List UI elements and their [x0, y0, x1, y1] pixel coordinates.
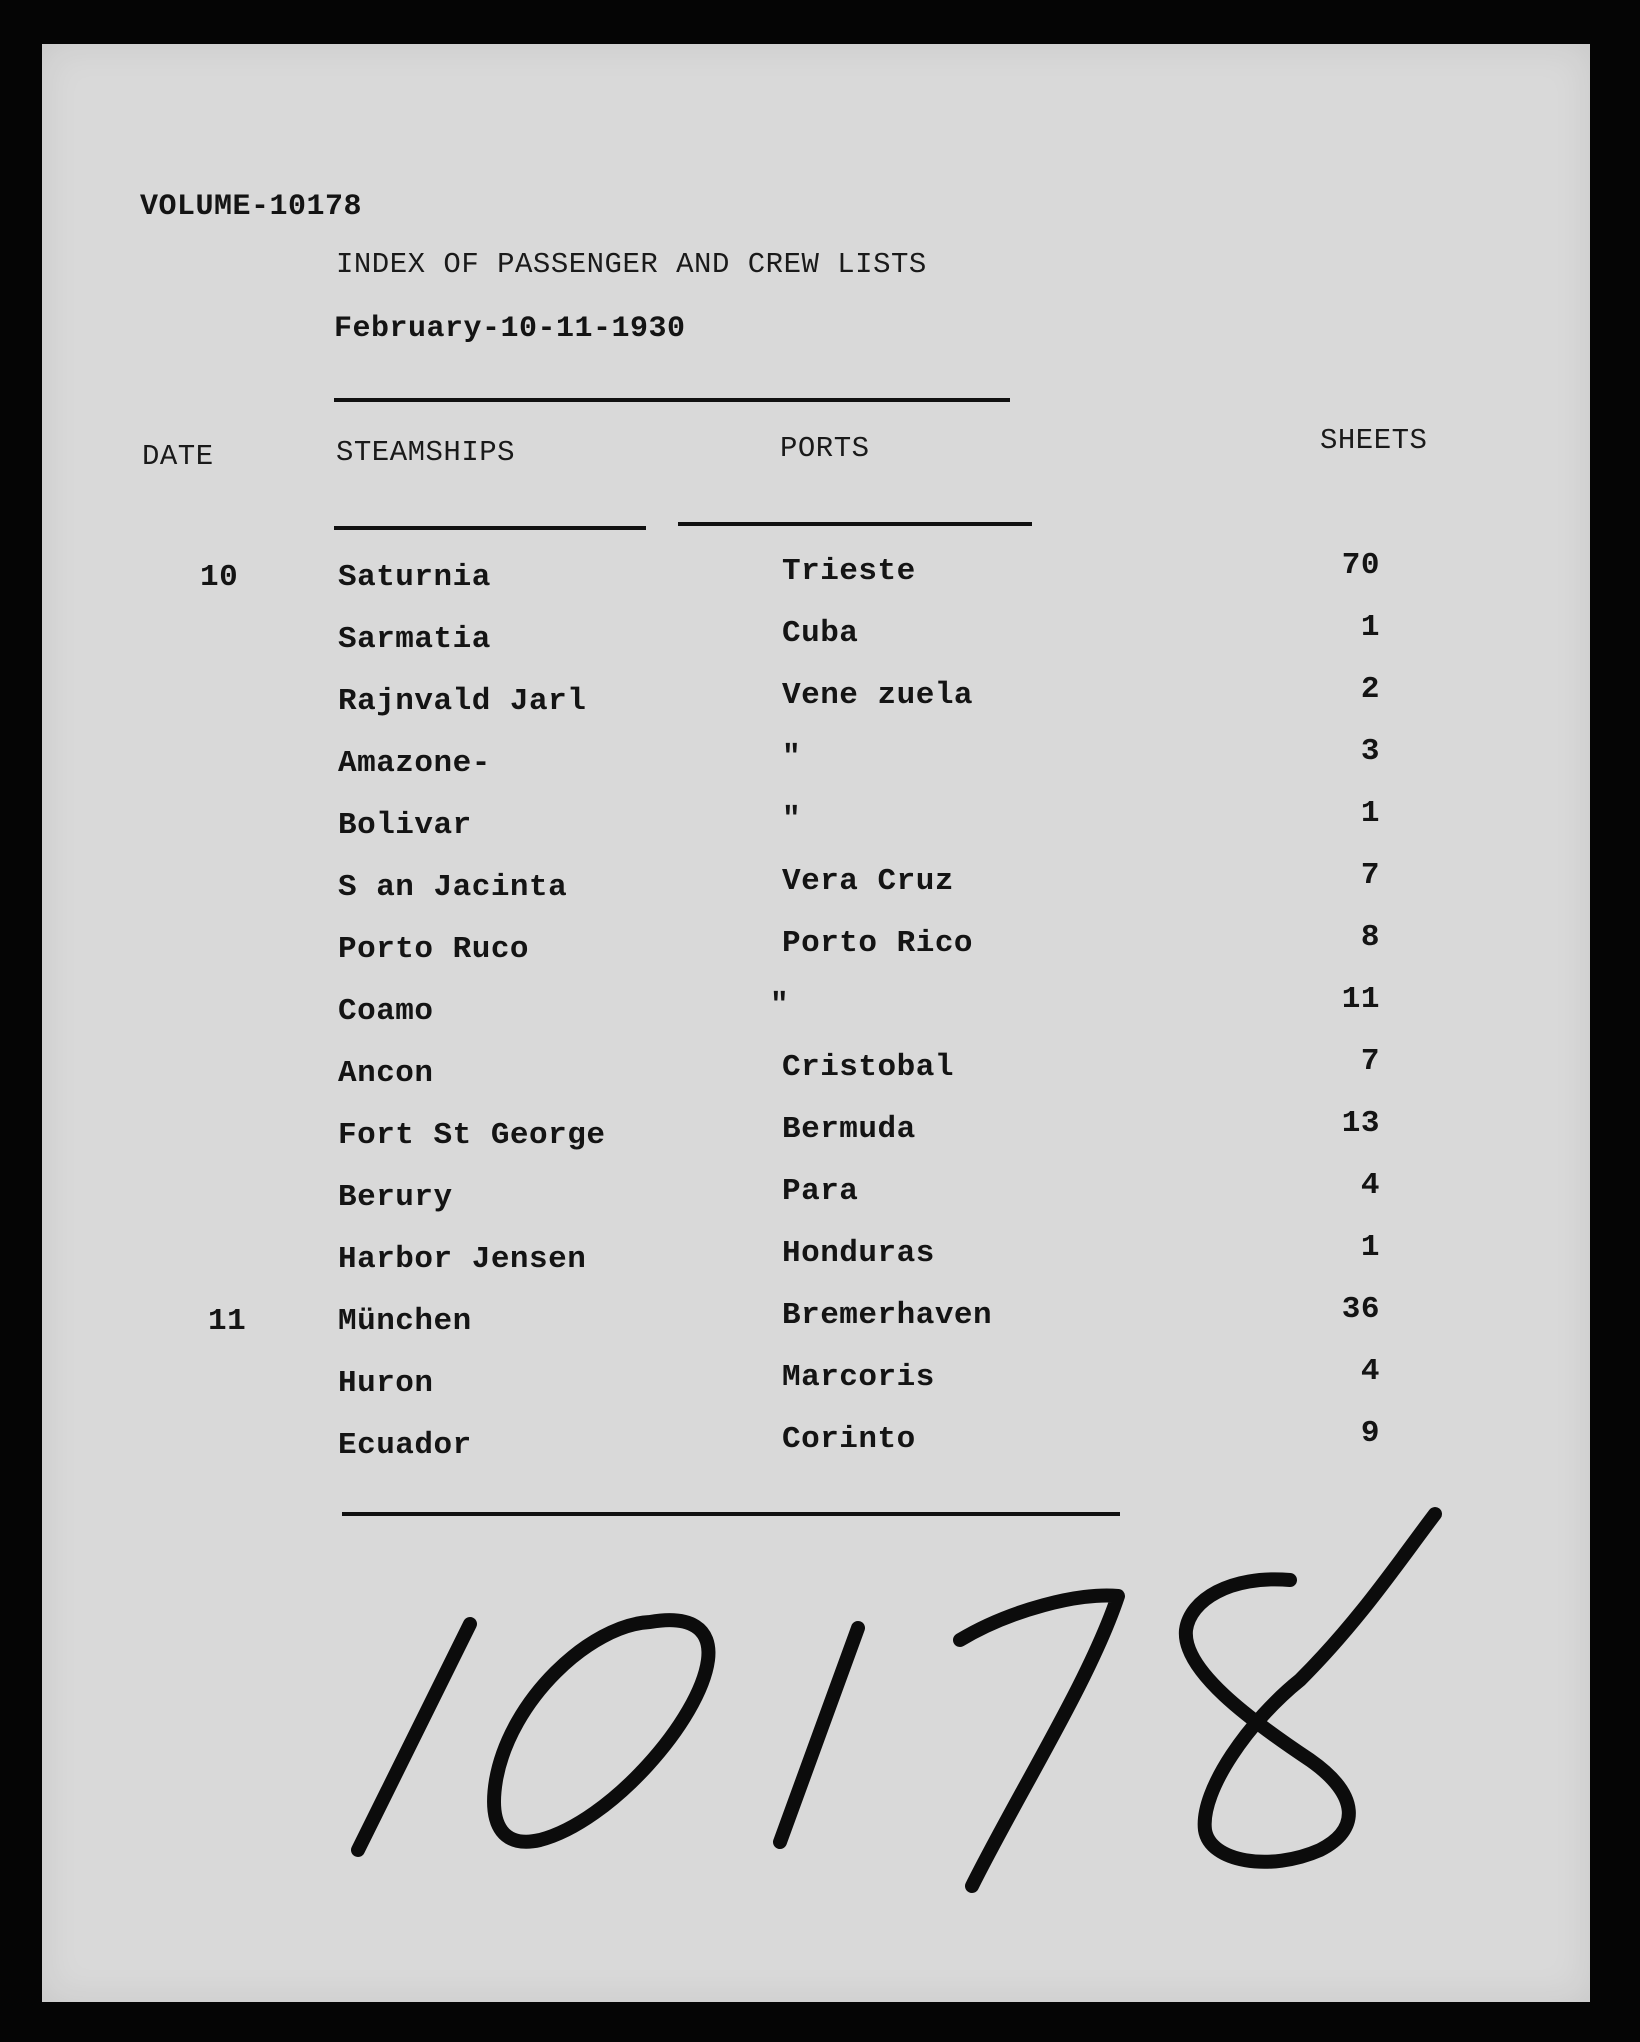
sheets-cell: 3 — [1360, 734, 1380, 769]
port-cell: Marcoris — [782, 1360, 935, 1395]
port-cell: Para — [782, 1174, 859, 1209]
sheets-cell: 13 — [1341, 1106, 1380, 1141]
sheets-cell: 4 — [1360, 1168, 1380, 1203]
volume-label: VOLUME-10178 — [140, 190, 363, 224]
port-cell: Vera Cruz — [782, 864, 954, 899]
steamship-cell: Ancon — [338, 1056, 434, 1091]
sheets-cell: 4 — [1360, 1354, 1380, 1389]
steamship-cell: Berury — [338, 1180, 453, 1215]
sheets-cell: 36 — [1341, 1292, 1380, 1327]
sheets-cell: 70 — [1341, 548, 1380, 583]
steamship-cell: Rajnvald Jarl — [338, 684, 587, 719]
column-header-sheets: SHEETS — [1320, 424, 1428, 457]
steamship-cell: Sarmatia — [338, 622, 491, 657]
date-cell: 10 — [200, 560, 239, 595]
port-cell: Corinto — [782, 1422, 916, 1457]
sheets-cell: 1 — [1360, 796, 1380, 831]
steamship-cell: Coamo — [338, 994, 434, 1029]
steamship-cell: München — [338, 1304, 472, 1339]
port-cell: " — [782, 802, 802, 837]
sheets-cell: 7 — [1360, 858, 1380, 893]
sheets-cell: 9 — [1360, 1416, 1380, 1451]
sheets-cell: 11 — [1341, 982, 1380, 1017]
sheets-cell: 2 — [1360, 672, 1380, 707]
port-cell: Trieste — [782, 554, 916, 589]
steamship-cell: Ecuador — [338, 1428, 472, 1463]
port-cell: Porto Rico — [782, 926, 974, 961]
port-cell: " — [782, 740, 802, 775]
steamship-cell: S an Jacinta — [338, 870, 568, 905]
port-cell: Honduras — [782, 1236, 935, 1271]
sheets-cell: 1 — [1360, 1230, 1380, 1265]
steamship-cell: Saturnia — [338, 560, 491, 595]
port-cell: " — [770, 988, 790, 1023]
steamship-cell: Porto Ruco — [338, 932, 530, 967]
column-header-steamships: STEAMSHIPS — [336, 436, 516, 469]
document-dates: February-10-11-1930 — [334, 312, 686, 346]
port-cell: Cuba — [782, 616, 859, 651]
document-title: INDEX OF PASSENGER AND CREW LISTS — [336, 248, 927, 281]
date-cell: 11 — [208, 1304, 247, 1339]
sheets-cell: 7 — [1360, 1044, 1380, 1079]
port-cell: Cristobal — [782, 1050, 954, 1085]
steamship-cell: Amazone- — [338, 746, 491, 781]
sheets-cell: 8 — [1360, 920, 1380, 955]
port-cell: Bremerhaven — [782, 1298, 993, 1333]
port-cell: Vene zuela — [782, 678, 974, 713]
steamship-cell: Huron — [338, 1366, 434, 1401]
column-header-ports: PORTS — [780, 432, 870, 465]
column-header-date: DATE — [142, 440, 214, 473]
steamship-cell: Bolivar — [338, 808, 472, 843]
sheets-cell: 1 — [1360, 610, 1380, 645]
steamship-cell: Fort St George — [338, 1118, 606, 1153]
steamship-cell: Harbor Jensen — [338, 1242, 587, 1277]
port-cell: Bermuda — [782, 1112, 916, 1147]
